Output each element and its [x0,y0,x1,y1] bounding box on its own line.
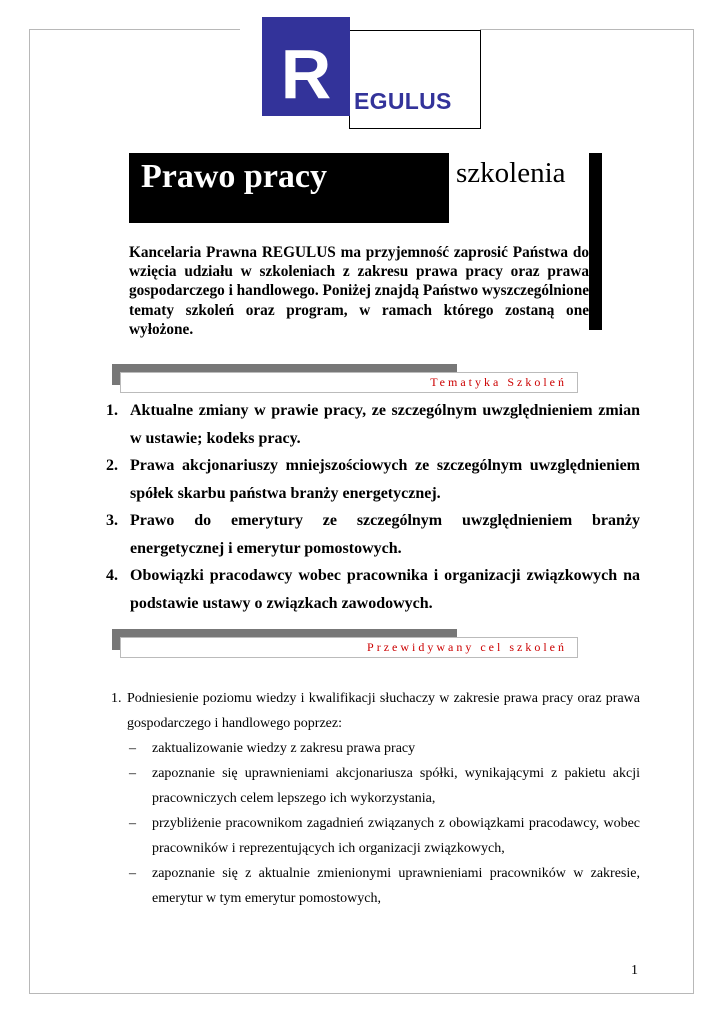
goal-subitems [100,736,640,911]
section-shadow-side [112,629,120,650]
logo-text: EGULUS [354,88,452,114]
goal-subitem [100,761,640,811]
topic-item [100,562,640,617]
topic-item [100,507,640,562]
topic-number: 2. [106,457,118,474]
topics-list [100,397,640,617]
section-shadow-bar [112,629,457,637]
topic-text: Obowiązki pracodawcy wobec pracownika i organizacji związkowych na podstawie ustawy o związkach zawodowych. [130,567,640,612]
page-number: 1 [631,963,638,978]
goal-subitem-text: zapoznanie się uprawnieniami akcjonariusza spółki, wynikającymi z pakietu akcji pracowniczych celem lepszego ich wykorzystania, [152,766,640,806]
section-shadow-side [112,364,120,385]
goal-item [100,686,640,736]
section-header-topics [120,372,578,393]
goal-subitem-text: przybliżenie pracownikom zagadnień związanych z obowiązkami pracodawcy, wobec pracowników i reprezentujących ich organizacji związkowych, [152,816,640,856]
page-title: Prawo pracy [141,158,328,195]
dash-bullet: – [129,741,136,756]
logo-letter: R [262,17,350,116]
goal-subitem-text: zaktualizowanie wiedzy z zakresu prawa pracy [152,741,416,756]
goal-subitem [100,811,640,861]
decorative-vertical-bar [589,153,602,330]
topic-number: 1. [106,402,118,419]
goal-number: 1. [111,691,122,706]
intro-paragraph: Kancelaria Prawna REGULUS ma przyjemność zaprosić Państwa do wzięcia udziału w szkoleniach z zakresu prawa pracy oraz prawa gospodarczego i handlowego. Poniżej znajdą Państwo wyszczególnione tematy szkoleń oraz program, w ramach którego zostaną one wyłożone. [129,244,589,338]
dash-bullet: – [129,766,136,781]
goal-subitem-text: zapoznanie się z aktualnie zmienionymi uprawnieniami pracowników w zakresie, emerytur w tym emerytur pomostowych, [152,866,640,906]
topic-item [100,397,640,452]
dash-bullet: – [129,866,136,881]
topic-number: 4. [106,567,118,584]
topic-item [100,452,640,507]
topic-text: Prawo do emerytury ze szczególnym uwzględnieniem branży energetycznej i emerytur pomostowych. [130,512,640,557]
section-header-goals [120,637,578,658]
goal-text: Podniesienie poziomu wiedzy i kwalifikacji słuchaczy w zakresie prawa pracy oraz prawa gospodarczego i handlowego poprzez: [127,691,640,731]
goals-section [100,686,640,911]
goal-subitem [100,861,640,911]
topic-text: Prawa akcjonariuszy mniejszościowych ze szczególnym uwzględnieniem spółek skarbu państwa branży energetycznej. [130,457,640,502]
section-shadow-bar [112,364,457,372]
page-subtitle: szkolenia [456,157,566,189]
topic-text: Aktualne zmiany w prawie pracy, ze szczególnym uwzględnieniem zmian w ustawie; kodeks pracy. [130,402,640,447]
goal-subitem [100,736,640,761]
section-label-topics: Tematyka Szkoleń [430,375,567,389]
section-label-goals: Przewidywany cel szkoleń [367,640,567,654]
topic-number: 3. [106,512,118,529]
dash-bullet: – [129,816,136,831]
